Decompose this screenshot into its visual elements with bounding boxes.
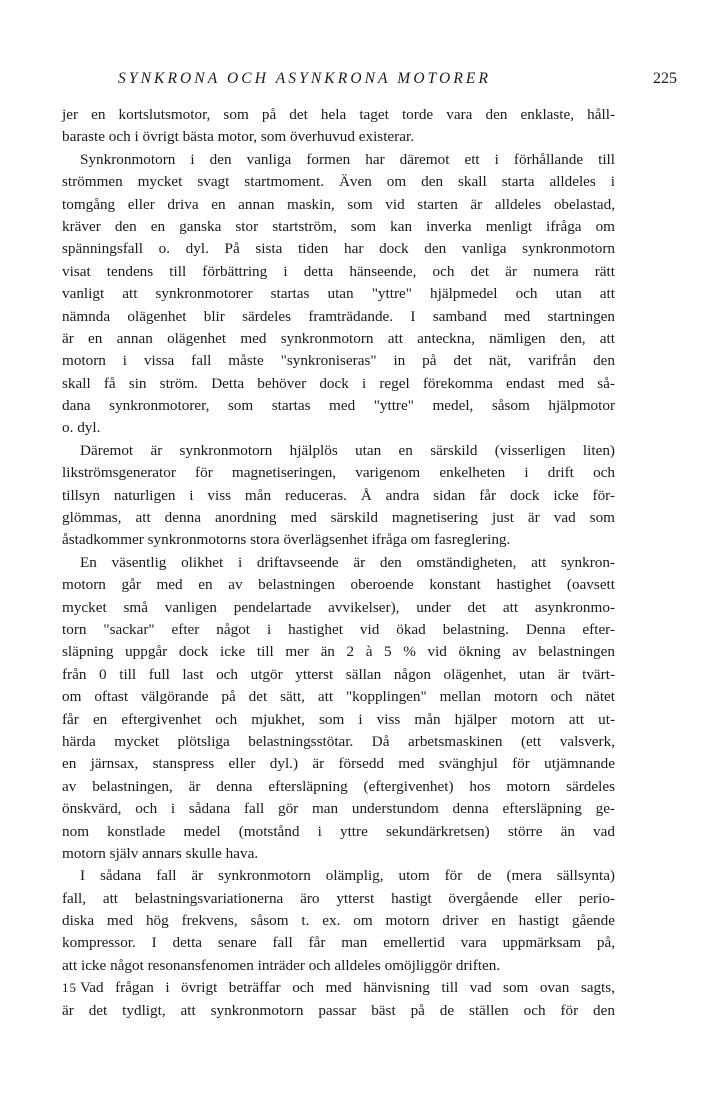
text-line: att icke något resonansfenomen inträder och alldeles omöjliggör driften. xyxy=(62,956,501,974)
text-line: motorn går med en av belastningen oberoende konstant hastighet (oavsett xyxy=(62,576,615,594)
paragraph xyxy=(62,977,615,1022)
paragraph xyxy=(62,552,615,865)
text-line: I sådana fall är synkronmotorn olämplig, utom för de (mera sällsynta) xyxy=(80,867,615,885)
text-line: mycket små vanligen pendelartade avvikelser), under det att asynkronmo- xyxy=(62,598,615,616)
text-line: torn "sackar" efter något i hastighet vid ökad belastning. Denna efter- xyxy=(62,620,615,638)
text-line: skall få sin ström. Detta behöver dock i regel förekomma endast med så- xyxy=(62,374,615,392)
text-line: åstadkommer synkronmotorns stora överlägsenhet ifråga om fasreglering. xyxy=(62,531,511,549)
running-head xyxy=(62,70,677,94)
text-line: visat tendens till förbättring i detta hänseende, och det är numera rätt xyxy=(62,262,615,280)
text-line: fall, att belastningsvariationerna äro ytterst hastigt övergående eller perio- xyxy=(62,889,615,907)
body-text xyxy=(62,104,615,1022)
text-line: kräver den en ganska stor startström, som kan inverka menligt ifråga om xyxy=(62,217,615,235)
text-line: strömmen mycket svagt startmoment. Även om den skall starta alldeles i xyxy=(62,173,615,191)
text-line: jer en kortslutsmotor, som på det hela taget torde vara den enklaste, håll- xyxy=(62,106,615,123)
text-line: kompressor. I detta senare fall får man emellertid vara uppmärksam på, xyxy=(62,934,615,952)
text-line: likströmsgenerator för magnetiseringen, varigenom enkelheten i drift och xyxy=(62,464,615,482)
text-line: av belastningen, är denna eftersläpning (eftergivenhet) hos motorn särdeles xyxy=(62,777,615,795)
text-line: spänningsfall o. dyl. På sista tiden har dock den vanliga synkronmotorn xyxy=(62,240,615,258)
page-number: 225 xyxy=(653,70,677,87)
text-line: nom konstlade medel (motstånd i yttre sekundärkretsen) större än vad xyxy=(62,822,615,840)
text-line: är det tydligt, att synkronmotorn passar bäst på de ställen och för den xyxy=(62,1001,615,1019)
paragraph xyxy=(62,149,615,440)
text-line: baraste och i övrigt bästa motor, som överhuvud existerar. xyxy=(62,128,414,146)
text-line: Vad frågan i övrigt beträffar och med hänvisning till vad som ovan sagts, xyxy=(80,979,615,997)
text-line: om oftast välgörande på det sätt, att "kopplingen" mellan motorn och nätet xyxy=(62,688,615,706)
text-line: från 0 till full last och utgör ytterst sällan någon olägenhet, utan är tvärt- xyxy=(62,665,615,683)
text-line: önskvärd, och i sådana fall gör man understundom denna eftersläpning ge- xyxy=(62,800,615,818)
text-line: tillsyn naturligen i viss mån reduceras. Å andra sidan får dock icke för- xyxy=(62,486,615,504)
text-line: släpning uppgår dock icke till mer än 2 à 5 % vid ökning av belastningen xyxy=(62,643,615,661)
running-title: SYNKRONA OCH ASYNKRONA MOTORER xyxy=(118,70,492,87)
paragraph xyxy=(62,104,615,149)
text-line: motorn själv annars skulle hava. xyxy=(62,844,259,862)
text-line: o. dyl. xyxy=(62,419,101,437)
text-line: nämnda olägenhet blir särdeles framträdande. I samband med startningen xyxy=(62,307,615,325)
text-line: Däremot är synkronmotorn hjälplös utan en särskild (visserligen liten) xyxy=(80,441,615,459)
text-line: Synkronmotorn i den vanliga formen har däremot ett i förhållande till xyxy=(80,150,615,168)
text-line: En väsentlig olikhet i driftavseende är den omständigheten, att synkron- xyxy=(80,553,615,571)
text-line: diska med hög frekvens, såsom t. ex. om motorn driver en hastigt gående xyxy=(62,912,615,930)
text-line: vanligt att synkronmotorer startas utan "yttre" hjälpmedel och utan att xyxy=(62,285,615,303)
text-line: härda mycket plötsliga belastningsstötar. Då arbetsmaskinen (ett valsverk, xyxy=(62,732,615,750)
text-line: motorn i vissa fall måste "synkroniseras" in på det nät, varifrån den xyxy=(62,352,615,370)
text-line: glömmas, att denna anordning med särskild magnetisering just är vad som xyxy=(62,509,615,527)
paragraph xyxy=(62,865,615,977)
paragraph xyxy=(62,440,615,552)
signature-mark: 15 xyxy=(62,980,77,995)
text-line: får en eftergivenhet och mjukhet, som i viss mån hjälper motorn att ut- xyxy=(62,710,615,728)
text-line: är en annan olägenhet med synkronmotorn att anteckna, nämligen den, att xyxy=(62,329,615,347)
text-line: en järnsax, stanspress eller dyl.) är försedd med svänghjul för utjämnande xyxy=(62,755,615,773)
text-line: tomgång eller driva en annan maskin, som vid starten är alldeles obelastad, xyxy=(62,195,615,213)
text-line: dana synkronmotorer, som startas med "yttre" medel, såsom hjälpmotor xyxy=(62,397,615,415)
